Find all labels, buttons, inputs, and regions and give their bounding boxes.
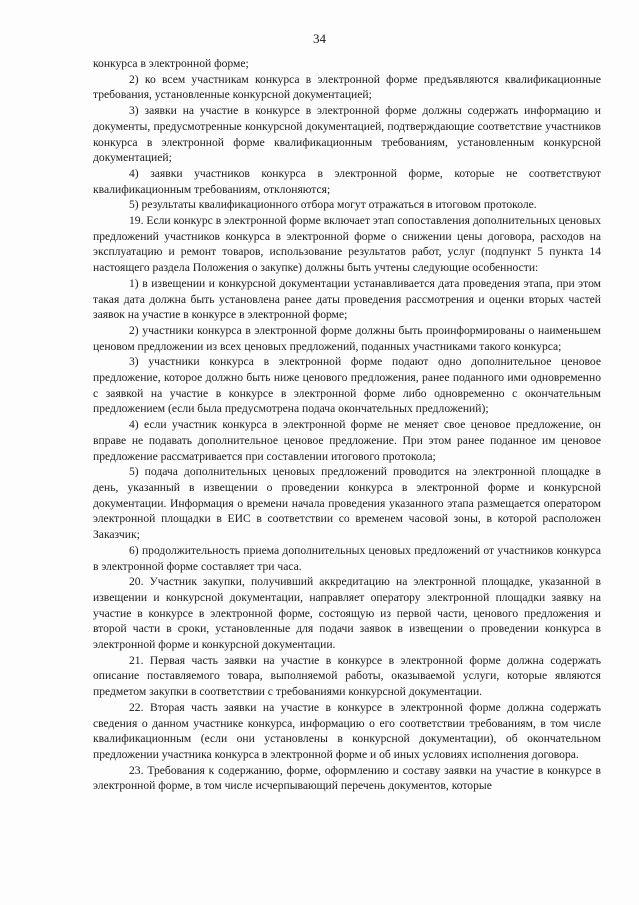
paragraph: 5) подача дополнительных ценовых предложений проводится на электронной площадке в день, указанный в извещении о проведении конкурса в электронной форме и конкурсной документации. Информация о времени начала проведения указанного этапа размещается оператором электронной площадки в ЕИС в соответствии со временем часовой зоны, в которой расположен Заказчик;	[93, 465, 601, 542]
paragraph: 4) если участник конкурса в электронной форме не меняет свое ценовое предложение, он вправе не подавать дополнительное ценовое предложение. При этом ранее поданное им ценовое предложение рассматривается при составлении итогового протокола;	[93, 418, 601, 463]
paragraph: 21. Первая часть заявки на участие в конкурсе в электронной форме должна содержать описание поставляемого товара, выполняемой работы, оказываемой услуги, которые являются предметом закупки в соответствии с требованиями конкурсной документации.	[93, 653, 601, 699]
page-number: 34	[313, 31, 326, 46]
paragraph: 5) результаты квалификационного отбора могут отражаться в итоговом протоколе.	[129, 198, 537, 212]
paragraph: 1) в извещении и конкурсной документации устанавливается дата проведения этапа, при этом такая дата должна быть установлена ранее даты проведения рассмотрения и оценки вторых частей заявок на участие в конкурсе в электронной форме;	[93, 276, 601, 322]
paragraph: 4) заявки участников конкурса в электронной форме, которые не соответствуют квалификационным требованиям, отклоняются;	[93, 166, 601, 196]
paragraph: конкурса в электронной форме;	[93, 57, 249, 70]
paragraph: 3) участники конкурса в электронной форме подают одно дополнительное ценовое предложение, которое должно быть ниже ценового предложения, ранее поданного ими одновременно с заявкой на участие в конкурсе в электронной форме либо одновременно с окончательным предложением (если была предусмотрена подача окончательных предложений);	[93, 355, 601, 416]
paragraph: 3) заявки на участие в конкурсе в электронной форме должны содержать информацию и документы, предусмотренные конкурсной документацией, подтверждающие соответствие участников конкурса в электронной форме квалификационным требованиям, установленным конкурсной документацией;	[93, 104, 601, 165]
paragraph: 6) продолжительность приема дополнительных ценовых предложений от участников конкурса в электронной форме составляет три часа.	[93, 543, 601, 573]
paragraph: 19. Если конкурс в электронной форме включает этап сопоставления дополнительных ценовых предложений участников конкурса в электронной форме о снижении цены договора, расходов на эксплуатацию и ремонт товаров, использование результатов работ, услуг (подпункт 5 пункта 14 настоящего раздела Положения о закупке) должны быть учтены следующие особенности:	[93, 214, 601, 275]
paragraph: 23. Требования к содержанию, форме, оформлению и составу заявки на участие в конкурсе в электронной форме, в том числе исчерпывающий перечень документов, которые	[93, 763, 601, 793]
document-text	[93, 56, 601, 794]
paragraph: 2) ко всем участникам конкурса в электронной форме предъявляются квалификационные требования, установленные конкурсной документацией;	[93, 72, 601, 102]
paragraph: 22. Вторая часть заявки на участие в конкурсе в электронной форме должна содержать сведения о данном участнике конкурса, информацию о его соответствии требованиям, в том числе квалификационным (если они установлены в конкурсной документации), об окончательном предложении участника конкурса в электронной форме и об иных условиях исполнения договора.	[93, 700, 601, 761]
paragraph: 2) участники конкурса в электронной форме должны быть проинформированы о наименьшем ценовом предложении из всех ценовых предложений, поданных участниками такого конкурса;	[93, 323, 601, 353]
paragraph: 20. Участник закупки, получивший аккредитацию на электронной площадке, указанной в извещении и конкурсной документации, направляет оператору электронной площадки заявку на участие в конкурсе в электронной форме, состоящую из первой части, ценового предложения и второй части в сроки, установленные для подачи заявок в извещении о проведении конкурса в электронной форме и конкурсной документации.	[93, 575, 601, 652]
